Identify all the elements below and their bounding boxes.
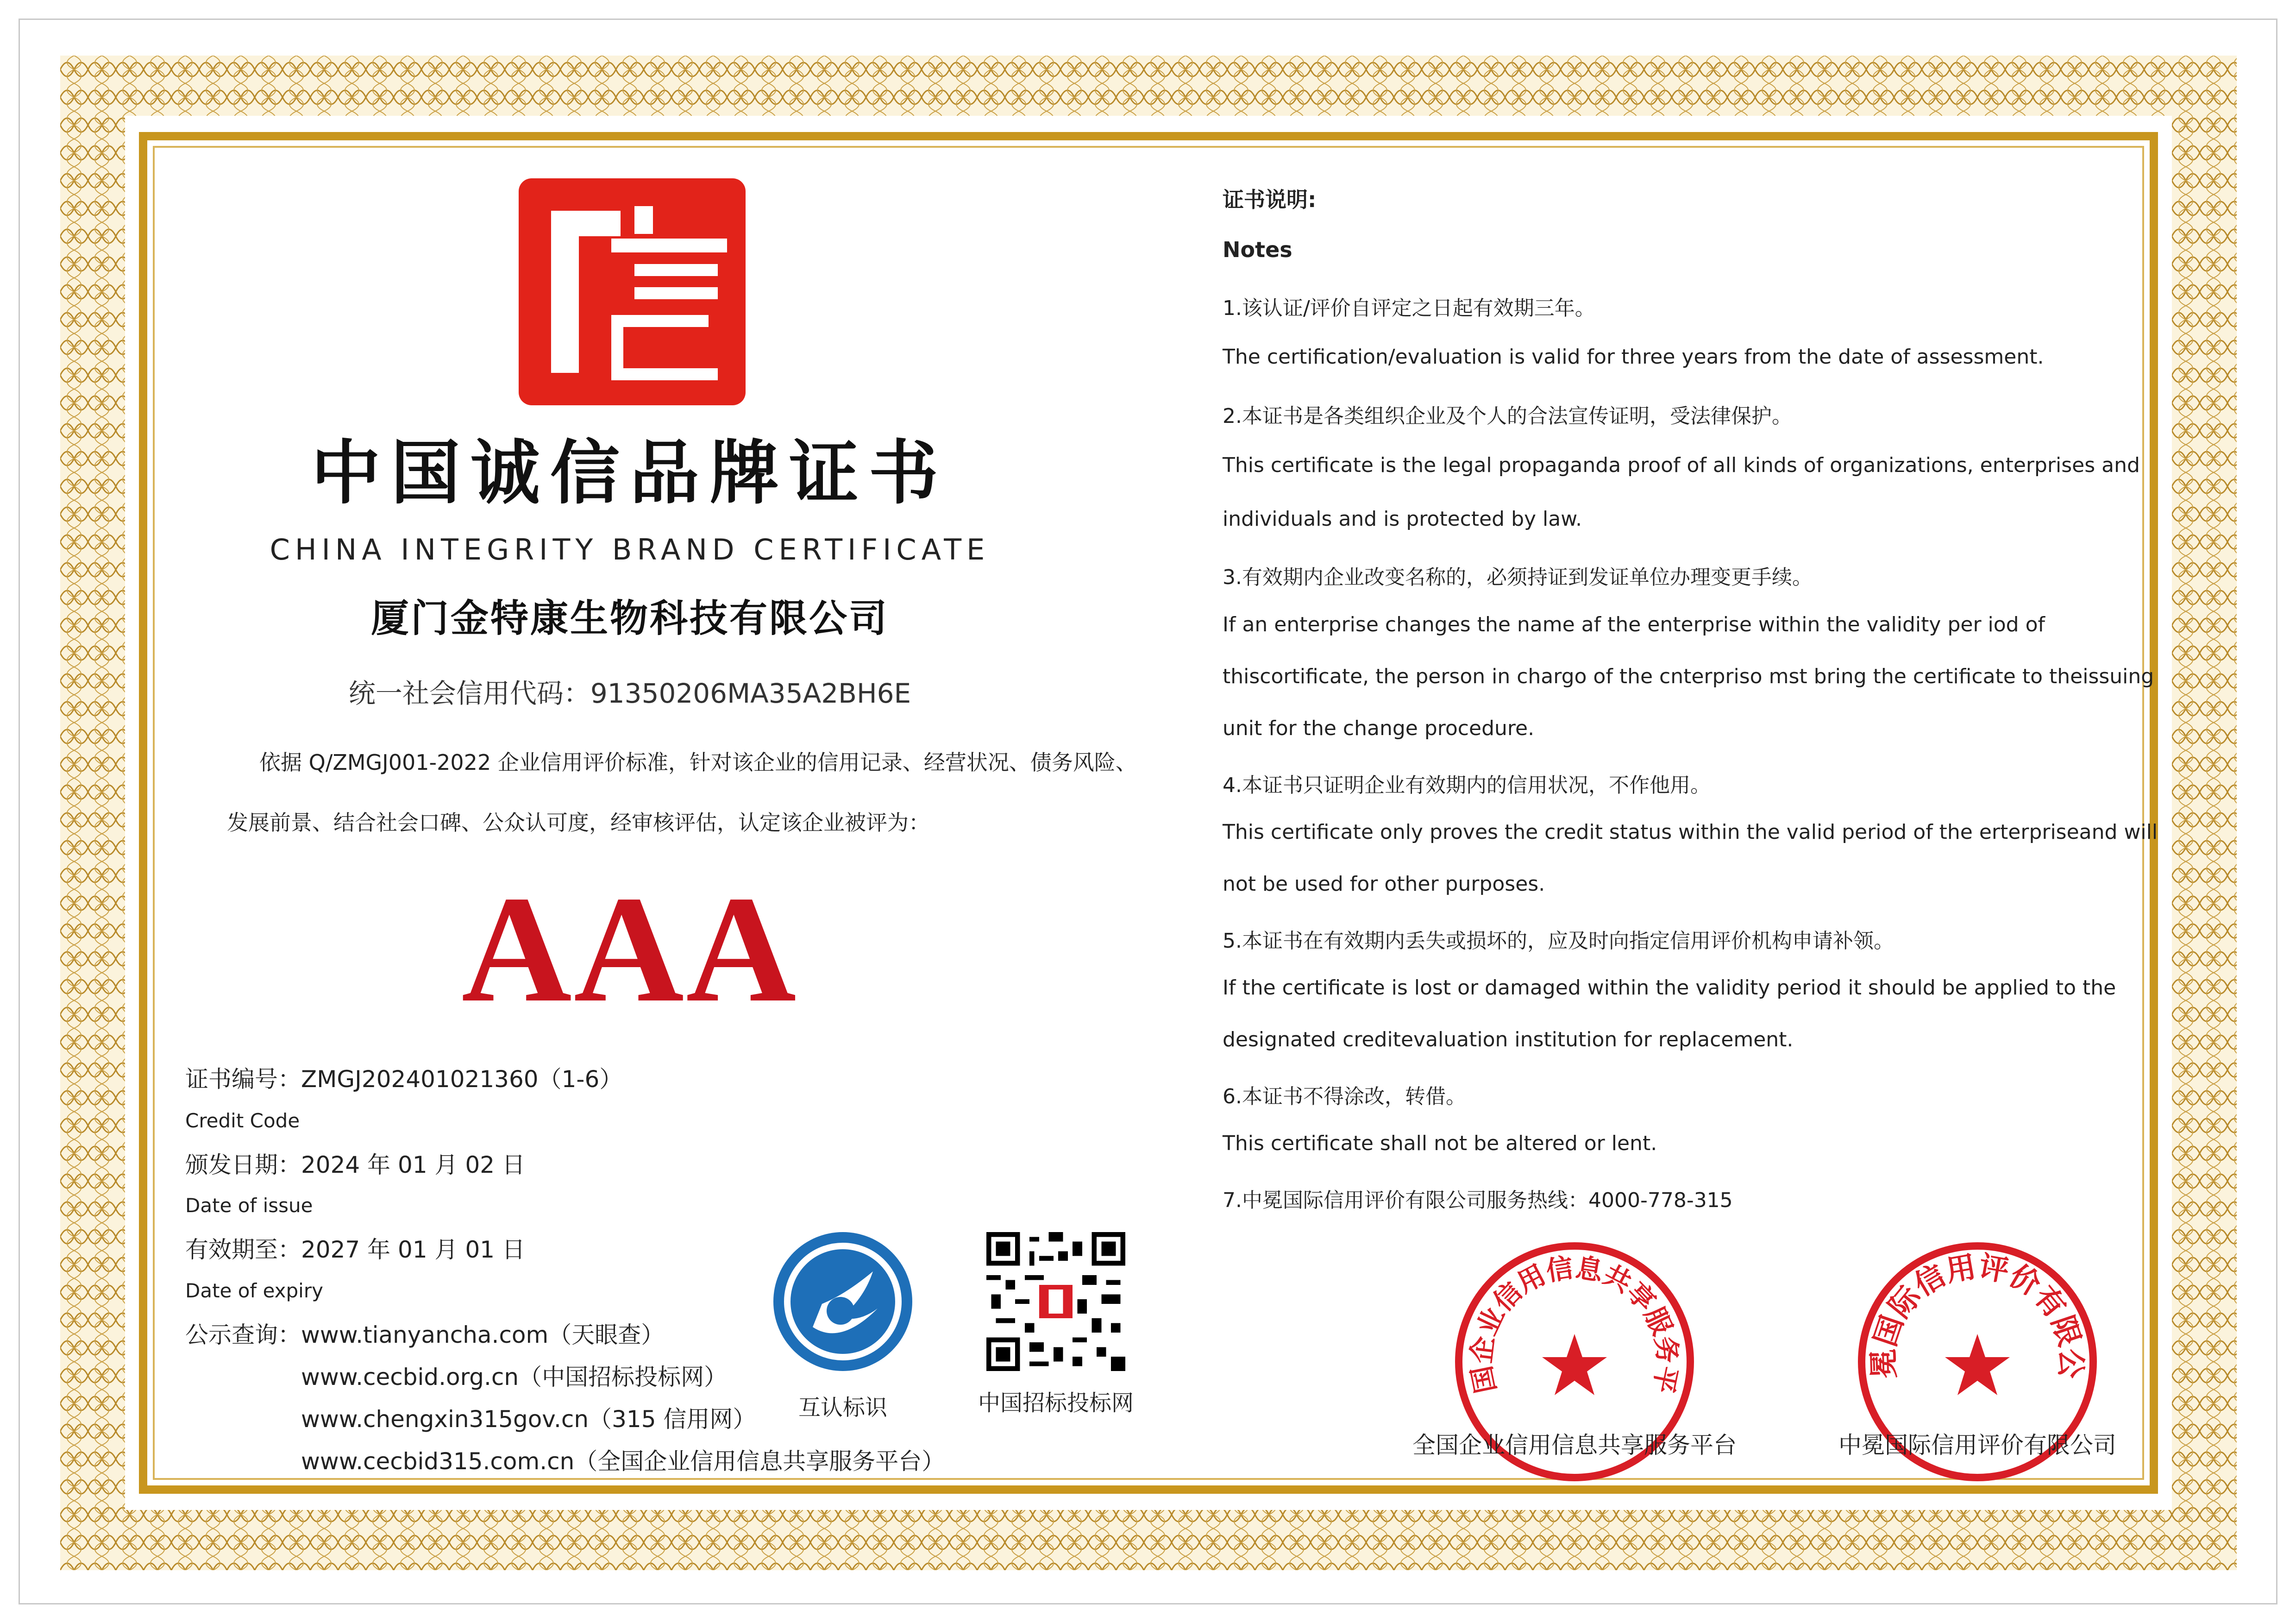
note-line: unit for the change procedure. xyxy=(1223,717,1535,740)
query-site[interactable]: www.cecbid.org.cn（中国招标投标网） xyxy=(301,1364,728,1390)
notes-heading-en: Notes xyxy=(1223,237,1292,262)
note-line: If the certificate is lost or damaged within the validity period it should be applied to the xyxy=(1223,976,2116,1000)
query-site[interactable]: www.tianyancha.com（天眼查） xyxy=(301,1321,665,1348)
note-line: If an enterprise changes the name af the enterprise within the validity per iod of xyxy=(1223,613,2045,636)
note-line: thiscortificate, the person in chargo of the cnterpriso mst bring the certificate to theissuing xyxy=(1223,665,2154,688)
note-line: 3.有效期内企业改变名称的，必须持证到发证单位办理变更手续。 xyxy=(1223,566,1813,589)
query-site[interactable]: www.chengxin315gov.cn（315 信用网） xyxy=(301,1406,756,1433)
seal-ring-text: 冕国际信用评价有限公 xyxy=(1867,1249,2088,1379)
seal-ring-text: 国企业信用信息共享服务平 xyxy=(1465,1252,1684,1396)
qr-code-icon[interactable] xyxy=(986,1232,1125,1371)
note-line: The certification/evaluation is valid for three years from the date of assessment. xyxy=(1223,345,2044,369)
issue-date-en: Date of issue xyxy=(185,1194,313,1217)
notes-heading-cn: 证书说明: xyxy=(1223,187,1317,212)
certificate-number-en: Credit Code xyxy=(185,1109,300,1132)
note-line: not be used for other purposes. xyxy=(1223,872,1545,896)
basis-text-line-1: 依据 Q/ZMGJ001-2022 企业信用评价标准，针对该企业的信用记录、经营状况、债务风险、 xyxy=(259,750,1137,775)
note-line: This certificate is the legal propaganda proof of all kinds of organizations, enterprises and xyxy=(1223,453,2140,477)
agency-seal-caption: 中冕国际信用评价有限公司 xyxy=(1838,1432,2116,1459)
expiry-date: 有效期至：2027 年 01 月 01 日 xyxy=(185,1236,525,1263)
certificate-title-en: CHINA INTEGRITY BRAND CERTIFICATE xyxy=(270,533,990,566)
query-label: 公示查询： xyxy=(185,1321,301,1348)
company-name: 厦门金特康生物科技有限公司 xyxy=(370,597,889,641)
expiry-date-en: Date of expiry xyxy=(185,1279,323,1302)
certificate-title-cn: 中国诚信品牌证书 xyxy=(311,433,948,514)
note-line: 2.本证书是各类组织企业及个人的合法宣传证明，受法律保护。 xyxy=(1223,404,1792,428)
note-line: This certificate only proves the credit status within the valid period of the erterpriseand will xyxy=(1223,820,2158,844)
issue-date: 颁发日期：2024 年 01 月 02 日 xyxy=(185,1151,525,1178)
note-line: 1.该认证/评价自评定之日起有效期三年。 xyxy=(1223,296,1595,320)
note-line: individuals and is protected by law. xyxy=(1223,507,1582,531)
basis-text-line-2: 发展前景、结合社会口碑、公众认可度，经审核评估，认定该企业被评为： xyxy=(227,810,930,835)
note-line: 5.本证书在有效期内丢失或损坏的，应及时向指定信用评价机构申请补领。 xyxy=(1223,929,1894,953)
platform-seal-caption: 全国企业信用信息共享服务平台 xyxy=(1412,1432,1737,1459)
credit-grade: AAA xyxy=(461,865,798,1034)
note-line: 6.本证书不得涂改，转借。 xyxy=(1223,1085,1466,1108)
note-line: 4.本证书只证明企业有效期内的信用状况，不作他用。 xyxy=(1223,774,1711,797)
mutual-recognition-emblem-icon xyxy=(771,1230,915,1373)
note-line: designated creditevaluation institution for replacement. xyxy=(1223,1028,1794,1051)
note-line: This certificate shall not be altered or lent. xyxy=(1223,1132,1657,1155)
qr-caption: 中国招标投标网 xyxy=(978,1390,1134,1416)
note-line: 7.中冕国际信用评价有限公司服务热线：4000-778-315 xyxy=(1223,1189,1733,1212)
certificate-number: 证书编号：ZMGJ202401021360（1-6） xyxy=(185,1066,623,1093)
xin-logo-icon xyxy=(519,178,746,405)
query-site[interactable]: www.cecbid315.com.cn（全国企业信用信息共享服务平台） xyxy=(301,1448,945,1475)
emblem-caption: 互认标识 xyxy=(798,1395,887,1421)
credit-code: 统一社会信用代码：91350206MA35A2BH6E xyxy=(348,678,911,709)
